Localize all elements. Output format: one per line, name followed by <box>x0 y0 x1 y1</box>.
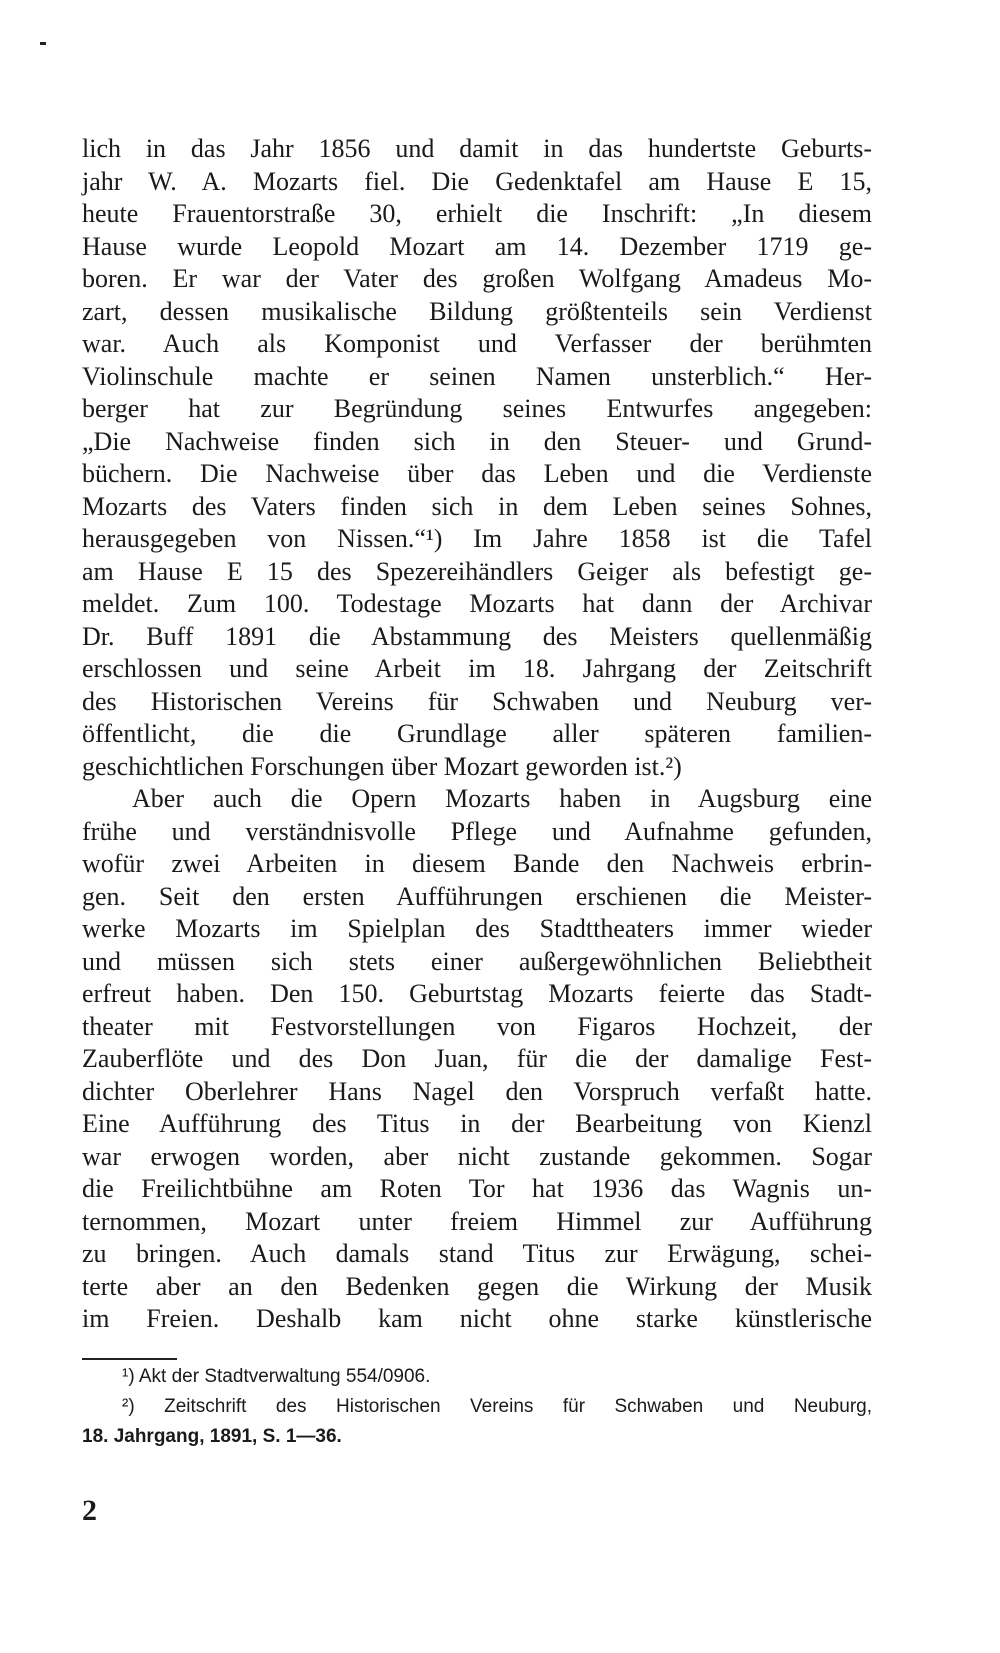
text-line-18: des Historischen Vereins für Schwaben und Neuburg ver- <box>82 686 872 716</box>
text-line-7: war. Auch als Komponist und Verfasser der berühmten <box>82 329 872 358</box>
text-line-12: Mozarts des Vaters finden sich in dem Leben seines Sohnes, <box>82 491 872 521</box>
footnotes <box>82 1362 872 1452</box>
text-line-37: im Freien. Deshalb kam nicht ohne starke künstlerische <box>82 1304 872 1333</box>
text-line-27: erfreut haben. Den 150. Geburtstag Mozarts feierte das Stadt- <box>82 979 872 1008</box>
text-line-23: wofür zwei Arbeiten in diesem Bande den Nachweis erbrin- <box>82 849 872 878</box>
text-line-11: büchern. Die Nachweise über das Leben und die Verdienste <box>82 459 872 488</box>
text-line-2: jahr W. A. Mozarts fiel. Die Gedenktafel am Hause E 15, <box>82 166 872 196</box>
text-line-1: lich in das Jahr 1856 und damit in das hundertste Geburts- <box>82 134 872 163</box>
text-line-22: frühe und verständnisvolle Pflege und Aufnahme gefunden, <box>82 816 872 846</box>
scan-mark <box>40 42 46 45</box>
text-line-8: Violinschule machte er seinen Namen unsterblich.“ Her- <box>82 361 872 391</box>
text-line-14: am Hause E 15 des Spezereihändlers Geiger als befestigt ge- <box>82 556 872 586</box>
text-line-34: ternommen, Mozart unter freiem Himmel zur Aufführung <box>82 1206 872 1236</box>
text-line-31: Eine Aufführung des Titus in der Bearbeitung von Kienzl <box>82 1109 872 1138</box>
footnote-2-continued: 18. Jahrgang, 1891, S. 1—36. <box>82 1426 342 1447</box>
footnote-1: ¹) Akt der Stadtverwaltung 554/0906. <box>122 1366 431 1387</box>
text-line-25: werke Mozarts im Spielplan des Stadttheaters immer wieder <box>82 914 872 943</box>
text-line-13: herausgegeben von Nissen.“¹) Im Jahre 1858 ist die Tafel <box>82 524 872 553</box>
text-line-28: theater mit Festvorstellungen von Figaros Hochzeit, der <box>82 1011 872 1041</box>
text-line-21: Aber auch die Opern Mozarts haben in Augsburg eine <box>132 784 872 813</box>
text-line-35: zu bringen. Auch damals stand Titus zur Erwägung, schei- <box>82 1239 872 1268</box>
text-line-32: war erwogen worden, aber nicht zustande gekommen. Sogar <box>82 1141 872 1171</box>
text-line-6: zart, dessen musikalische Bildung größtenteils sein Verdienst <box>82 296 872 326</box>
text-line-20: geschichtlichen Forschungen über Mozart geworden ist.²) <box>82 751 682 781</box>
text-line-19: öffentlicht, die die Grundlage aller späteren familien- <box>82 719 872 748</box>
text-line-3: heute Frauentorstraße 30, erhielt die Inschrift: „In diesem <box>82 199 872 228</box>
text-line-9: berger hat zur Begründung seines Entwurfes angegeben: <box>82 394 872 423</box>
page-number: 2 <box>82 1494 97 1527</box>
text-line-4: Hause wurde Leopold Mozart am 14. Dezember 1719 ge- <box>82 231 872 261</box>
text-line-15: meldet. Zum 100. Todestage Mozarts hat dann der Archivar <box>82 589 872 618</box>
text-line-10: „Die Nachweise finden sich in den Steuer- und Grund- <box>82 426 872 456</box>
text-line-36: terte aber an den Bedenken gegen die Wirkung der Musik <box>82 1271 872 1301</box>
text-line-17: erschlossen und seine Arbeit im 18. Jahrgang der Zeitschrift <box>82 654 872 683</box>
footnote-divider <box>82 1358 177 1360</box>
text-line-26: und müssen sich stets einer außergewöhnlichen Beliebtheit <box>82 946 872 976</box>
text-line-5: boren. Er war der Vater des großen Wolfgang Amadeus Mo- <box>82 264 872 293</box>
footnote-2: ²) Zeitschrift des Historischen Vereins für Schwaben und Neuburg, <box>122 1396 872 1417</box>
text-line-33: die Freilichtbühne am Roten Tor hat 1936 das Wagnis un- <box>82 1174 872 1203</box>
text-line-16: Dr. Buff 1891 die Abstammung des Meisters quellenmäßig <box>82 621 872 651</box>
text-line-29: Zauberflöte und des Don Juan, für die der damalige Fest- <box>82 1044 872 1073</box>
text-line-30: dichter Oberlehrer Hans Nagel den Vorspruch verfaßt hatte. <box>82 1076 872 1106</box>
body-text <box>82 133 872 1336</box>
text-line-24: gen. Seit den ersten Aufführungen erschienen die Meister- <box>82 881 872 911</box>
